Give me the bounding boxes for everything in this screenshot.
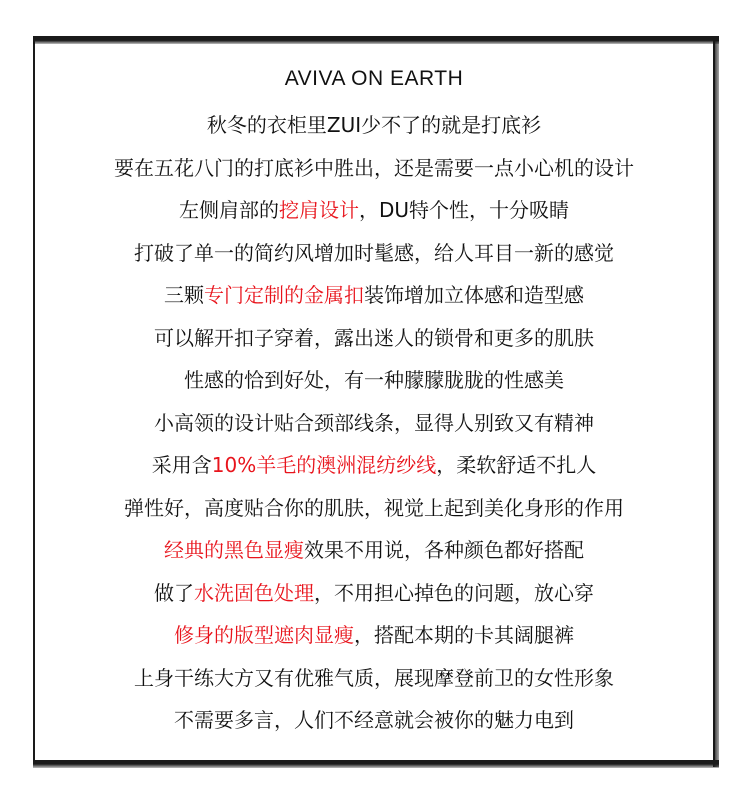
line-text: 小高领的设计贴合颈部线条，显得人别致又有精神	[154, 410, 594, 435]
card-shadow-bottom	[33, 760, 719, 768]
line-text: 性感的恰到好处，有一种朦朦胧胧的性感美	[184, 368, 564, 392]
line-text: ，不用担心掉色的问题，放心穿	[314, 580, 594, 605]
highlight-text: 修身的版型遮肉显瘦	[174, 623, 354, 647]
description-line	[33, 699, 715, 742]
line-text: ，搭配本期的卡其阔腿裤	[354, 623, 574, 647]
line-text: ，柔软舒适不扎人	[436, 453, 597, 477]
line-text: 上身干练大方又有优雅气质，展现摩登前卫的女性形象	[134, 665, 614, 690]
description-line	[33, 529, 715, 572]
description-line	[33, 614, 715, 657]
description-line	[33, 572, 715, 615]
line-text: 打破了单一的简约风增加时髦感，给人耳目一新的感觉	[134, 240, 614, 265]
line-text: 三颗	[164, 283, 204, 307]
description-line	[33, 444, 715, 487]
line-text: 左侧肩部的	[178, 198, 279, 222]
page-title: AVIVA ON EARTH	[284, 67, 464, 90]
highlight-text: 水洗固色处理	[194, 580, 314, 605]
description-line	[33, 232, 715, 275]
line-text: ，DU特个性，十分吸睛	[358, 198, 570, 222]
description-line	[33, 104, 715, 147]
description-line	[33, 359, 715, 402]
highlight-text: 经典的黑色显瘦	[164, 538, 304, 562]
description-line	[33, 147, 715, 190]
description-line	[33, 189, 715, 232]
description-line	[33, 317, 715, 360]
line-text: 弹性好，高度贴合你的肌肤，视觉上起到美化身形的作用	[124, 495, 624, 520]
description-line	[33, 487, 715, 530]
line-text: 要在五花八门的打底衫中胜出，还是需要一点小心机的设计	[114, 155, 634, 180]
line-text: 不需要多言，人们不经意就会被你的魅力电到	[174, 708, 574, 732]
highlight-text: 挖肩设计	[278, 198, 359, 222]
line-text: 效果不用说，各种颜色都好搭配	[304, 538, 584, 562]
description-line	[33, 274, 715, 317]
card-content	[33, 44, 715, 742]
highlight-text: 10%羊毛的澳洲混纺纱线	[211, 453, 437, 477]
line-text: 采用含	[151, 453, 212, 477]
highlight-text: 专门定制的金属扣	[204, 283, 364, 307]
line-text: 可以解开扣子穿着，露出迷人的锁骨和更多的肌肤	[154, 325, 594, 350]
line-text: 做了	[154, 580, 194, 605]
description-line	[33, 402, 715, 445]
description-lines	[33, 104, 715, 742]
line-text: 秋冬的衣柜里ZUI少不了的就是打底衫	[206, 113, 542, 137]
description-line	[33, 657, 715, 700]
card-shadow-top	[33, 36, 719, 44]
line-text: 装饰增加立体感和造型感	[364, 283, 584, 307]
